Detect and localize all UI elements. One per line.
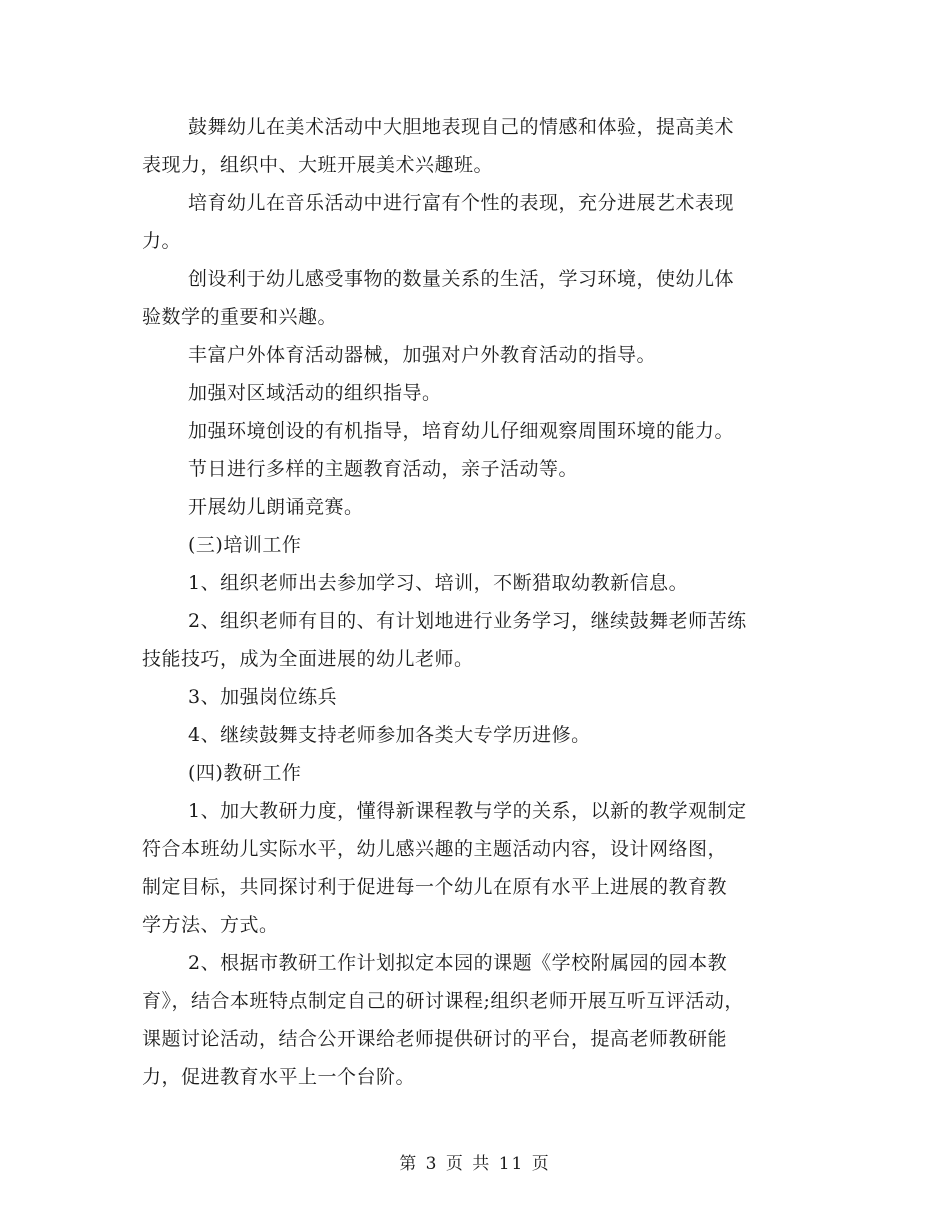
paragraph-line: 节日进行多样的主题教育活动，亲子活动等。 — [188, 458, 579, 480]
paragraph-line: 育》，结合本班特点制定自己的研讨课程;组织老师开展互听互评活动， — [142, 990, 744, 1012]
document-body — [142, 108, 822, 1096]
paragraph-line: 课题讨论活动，结合公开课给老师提供研讨的平台，提高老师教研能 — [142, 1028, 728, 1050]
paragraph-line: 鼓舞幼儿在美术活动中大胆地表现自己的情感和体验，提高美术 — [188, 116, 735, 138]
paragraph-line: 验数学的重要和兴趣。 — [142, 306, 338, 328]
paragraph-line: 加强环境创设的有机指导，培育幼儿仔细观察周围环境的能力。 — [188, 420, 735, 442]
page-number-footer: 第 3 页 共 11 页 — [399, 1154, 551, 1174]
paragraph-line: 制定目标，共同探讨利于促进每一个幼儿在原有水平上进展的教育教 — [142, 876, 728, 898]
paragraph-line: 符合本班幼儿实际水平，幼儿感兴趣的主题活动内容，设计网络图， — [142, 838, 728, 860]
paragraph-line: 力，促进教育水平上一个台阶。 — [142, 1066, 416, 1088]
paragraph-line: 2、根据市教研工作计划拟定本园的课题《学校附属园的园本教 — [188, 952, 728, 974]
paragraph-line: 表现力，组织中、大班开展美术兴趣班。 — [142, 154, 494, 176]
paragraph-line: 培育幼儿在音乐活动中进行富有个性的表现，充分进展艺术表现 — [188, 192, 735, 214]
paragraph-line: 开展幼儿朗诵竞赛。 — [188, 496, 364, 518]
paragraph-line: 4、继续鼓舞支持老师参加各类大专学历进修。 — [188, 724, 591, 746]
paragraph-line: 技能技巧，成为全面进展的幼儿老师。 — [142, 648, 474, 670]
paragraph-line: 1、组织老师出去参加学习、培训，不断猎取幼教新信息。 — [188, 572, 689, 594]
section-heading: (四)教研工作 — [188, 762, 302, 784]
paragraph-line: 加强对区域活动的组织指导。 — [188, 382, 442, 404]
paragraph-line: 创设利于幼儿感受事物的数量关系的生活，学习环境，使幼儿体 — [188, 268, 735, 290]
paragraph-line: 丰富户外体育活动器械，加强对户外教育活动的指导。 — [188, 344, 657, 366]
paragraph-line: 学方法、方式。 — [142, 914, 279, 936]
paragraph-line: 1、加大教研力度，懂得新课程教与学的关系，以新的教学观制定 — [188, 800, 747, 822]
paragraph-line: 2、组织老师有目的、有计划地进行业务学习，继续鼓舞老师苦练 — [188, 610, 747, 632]
paragraph-line: 力。 — [142, 230, 182, 252]
section-heading: (三)培训工作 — [188, 534, 302, 556]
paragraph-line: 3、加强岗位练兵 — [188, 686, 338, 708]
